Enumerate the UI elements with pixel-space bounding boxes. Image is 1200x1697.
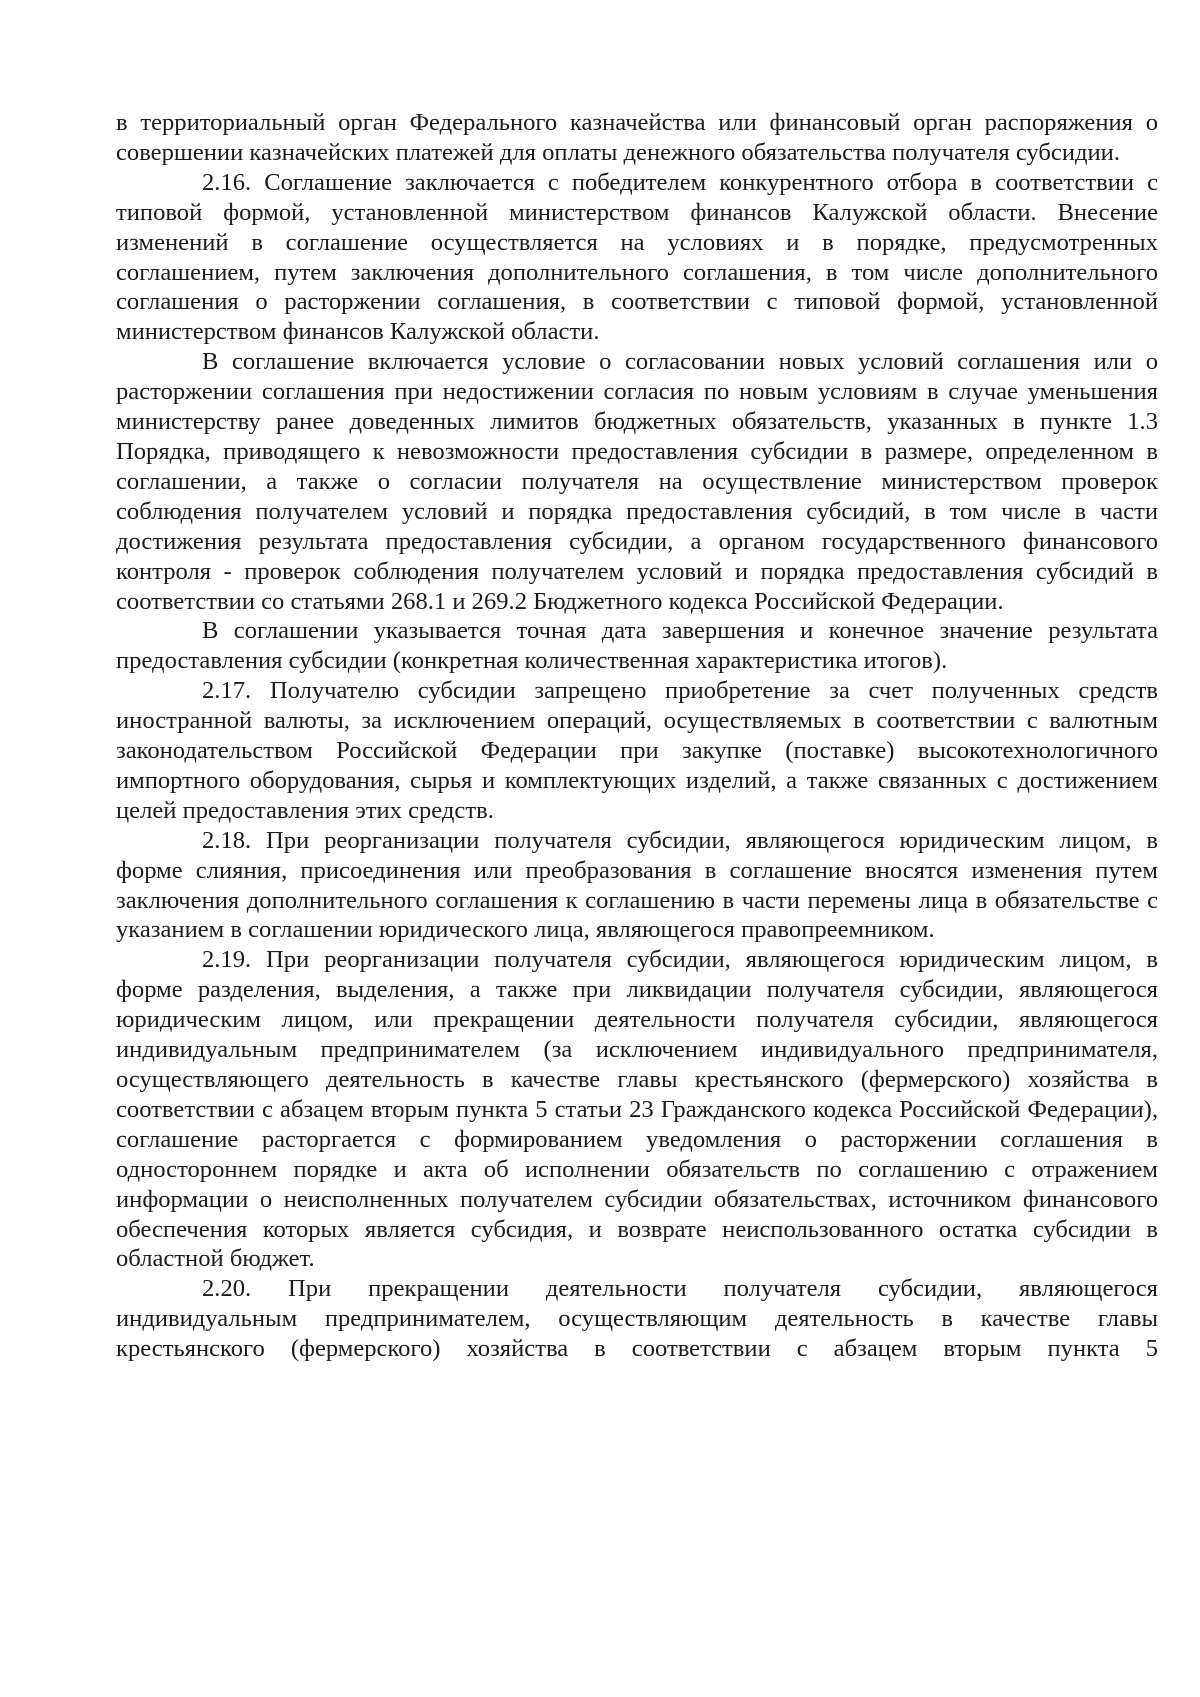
paragraph-2-18: 2.18. При реорганизации получателя субсидии, являющегося юридическим лицом, в форме слияния, присоединения или преобразования в соглашение вносятся изменения путем заключения дополнительного соглашения к соглашению в части перемены лица в обязательстве с указанием в соглашении юридического лица, являющегося правопреемником.: [116, 826, 1158, 944]
paragraph-2-17: 2.17. Получателю субсидии запрещено приобретение за счет полученных средств иностранной валюты, за исключением операций, осуществляемых в соответствии с валютным законодательством Российской Федерации при закупке (поставке) высокотехнологичного импортного оборудования, сырья и комплектующих изделий, а также связанных с достижением целей предоставления этих средств.: [116, 677, 1158, 824]
paragraph-2-19: 2.19. При реорганизации получателя субсидии, являющегося юридическим лицом, в форме разделения, выделения, а также при ликвидации получателя субсидии, являющегося юридическим лицом, или прекращении деятельности получателя субсидии, являющегося индивидуальным предпринимателем (за исключением индивидуального предпринимателя, осуществляющего деятельность в качестве главы крестьянского (фермерского) хозяйства в соответствии с абзацем вторым пункта 5 статьи 23 Гражданского кодекса Российской Федерации), соглашение расторгается с формированием уведомления о расторжении соглашения в одностороннем порядке и акта об исполнении обязательств по соглашению с отражением информации о неисполненных получателем субсидии обязательствах, источником финансового обеспечения которых является субсидия, и возврате неиспользованного остатка субсидии в областной бюджет.: [116, 946, 1158, 1273]
paragraph-agreement-result-date: В соглашении указывается точная дата завершения и конечное значение результата предоставления субсидии (конкретная количественная характеристика итогов).: [116, 617, 1158, 675]
paragraph-agreement-conditions: В соглашение включается условие о согласовании новых условий соглашения или о расторжении соглашения при недостижении согласия по новым условиям в случае уменьшения министерству ранее доведенных лимитов бюджетных обязательств, указанных в пункте 1.3 Порядка, приводящего к невозможности предоставления субсидии в размере, определенном в соглашении, а также о согласии получателя на осуществление министерством проверок соблюдения получателем условий и порядка предоставления субсидий, в том числе в части достижения результата предоставления субсидии, а органом государственного финансового контроля - проверок соблюдения получателем условий и порядка предоставления субсидий в соответствии со статьями 268.1 и 269.2 Бюджетного кодекса Российской Федерации.: [116, 348, 1158, 615]
paragraph-2-20: 2.20. При прекращении деятельности получателя субсидии, являющегося индивидуальным предпринимателем, осуществляющим деятельность в качестве главы крестьянского (фермерского) хозяйства в соответствии с абзацем вторым пункта 5: [116, 1275, 1158, 1363]
paragraph-2-16: 2.16. Соглашение заключается с победителем конкурентного отбора в соответствии с типовой формой, установленной министерством финансов Калужской области. Внесение изменений в соглашение осуществляется на условиях и в порядке, предусмотренных соглашением, путем заключения дополнительного соглашения, в том числе дополнительного соглашения о расторжении соглашения, в соответствии с типовой формой, установленной министерством финансов Калужской области.: [116, 168, 1158, 346]
document-body: [116, 108, 1158, 1364]
paragraph-continuation: в территориальный орган Федерального казначейства или финансовый орган распоряжения о совершении казначейских платежей для оплаты денежного обязательства получателя субсидии.: [116, 109, 1158, 166]
